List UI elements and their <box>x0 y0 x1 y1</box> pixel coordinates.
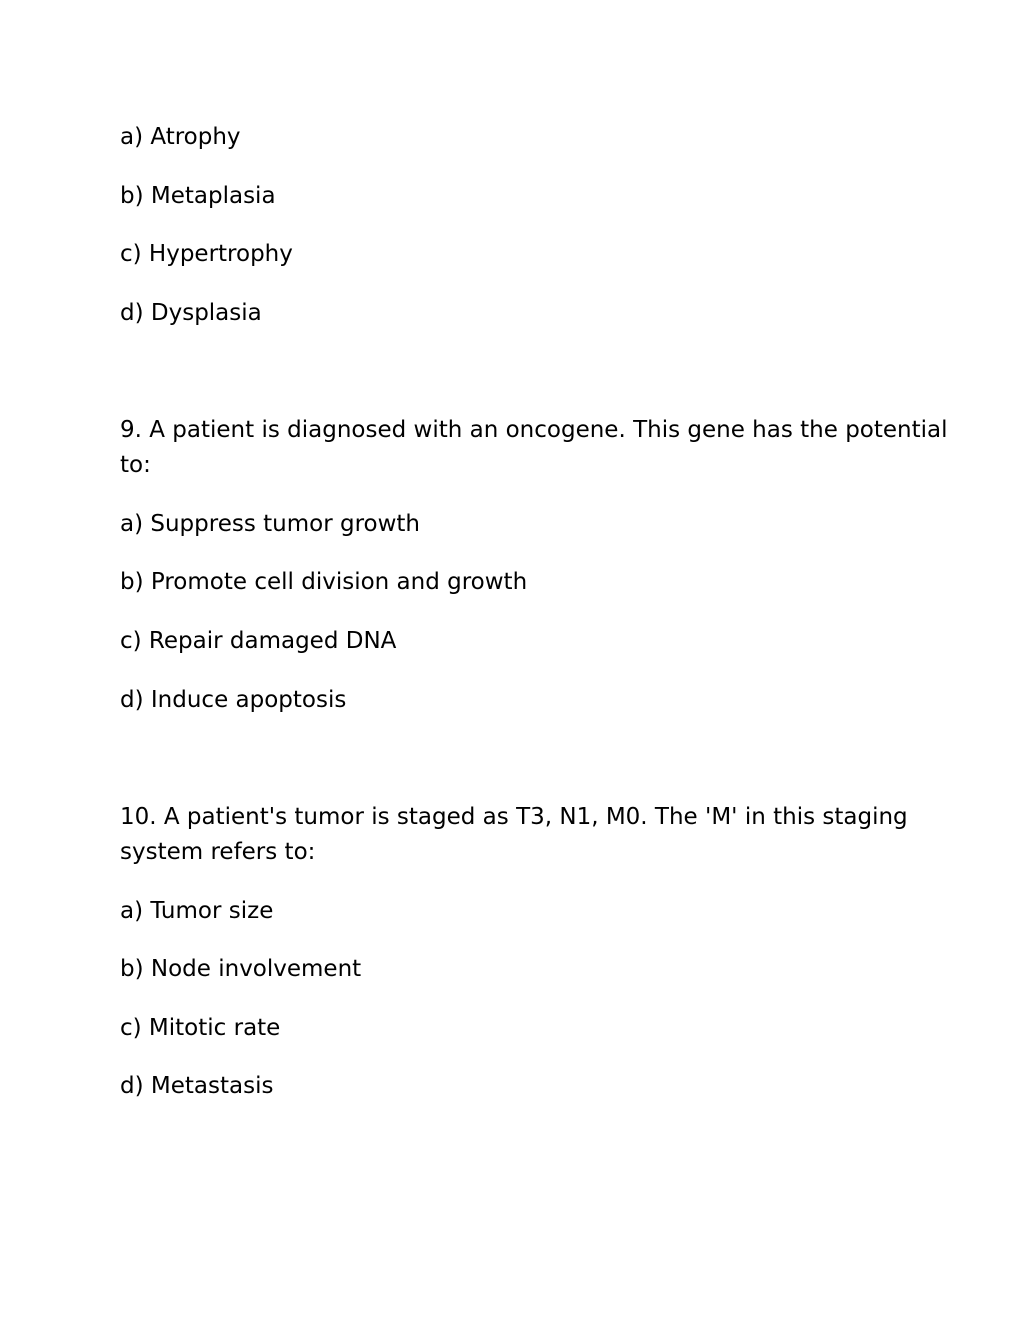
q10-option-d: d) Metastasis <box>120 1073 274 1099</box>
q9-option-c: c) Repair damaged DNA <box>120 628 397 654</box>
q9-stem-line-1: 9. A patient is diagnosed with an oncogene. This gene has the potential <box>120 417 948 443</box>
q10-option-c: c) Mitotic rate <box>120 1015 281 1041</box>
q9-stem-line-2: to: <box>120 452 151 478</box>
q9-option-d: d) Induce apoptosis <box>120 687 347 713</box>
q10-option-b: b) Node involvement <box>120 956 362 982</box>
q8-option-a: a) Atrophy <box>120 124 241 150</box>
q8-option-c: c) Hypertrophy <box>120 241 293 267</box>
q9-option-b: b) Promote cell division and growth <box>120 569 528 595</box>
q8-option-b: b) Metaplasia <box>120 183 276 209</box>
q10-stem-line-2: system refers to: <box>120 839 316 865</box>
q8-option-d: d) Dysplasia <box>120 300 262 326</box>
q10-stem-line-1: 10. A patient's tumor is staged as T3, N1, M0. The 'M' in this staging <box>120 804 908 830</box>
q9-option-a: a) Suppress tumor growth <box>120 511 420 537</box>
q10-option-a: a) Tumor size <box>120 898 274 924</box>
